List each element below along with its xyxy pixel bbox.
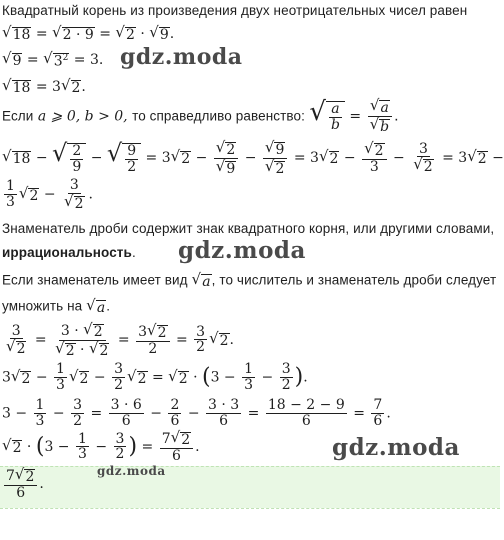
formula-long-expression-cont: $\frac{1}{3}$ √ 2 − 3 √ 2 .	[6, 177, 93, 212]
formula-root-18-result: √ 18 = 3 √ 2 .	[2, 76, 86, 96]
paragraph-denominator: Знаменатель дроби содержит знак квадратного корня, или другими словами,	[2, 221, 495, 236]
formula-rationalize: 3 √ 2 = 3 · √ 2 √ 2 · √ 2 = 3 √ 2 2 = $\frac{3}{2}$ √ 2 .	[6, 320, 234, 359]
paragraph-irrationality: иррациональность.	[2, 245, 136, 260]
paragraph-product-root: Квадратный корень из произведения двух неотрицательных чисел равен	[2, 3, 468, 18]
answer-bottom-border	[0, 508, 500, 509]
formula-root-9: √ 9 = √ $3^2$ = 3.	[2, 49, 104, 70]
watermark: gdz.moda	[120, 44, 243, 70]
formula-long-expression: √ 18 − √ $\frac{2}{9}$ − √ $\frac{9}{2}$ = 3 √ 2 − √ 2 √ 9 − √ 9 √ 2 = 3 √ 2 − √ 2 3 − 3 √ 2 = 3 √ 2 −	[2, 138, 504, 177]
watermark: gdz.moda	[97, 464, 166, 478]
formula-final: √ 2 · (3 − $\frac{1}{3}$ − $\frac{3}{2}$ ) = 7 √ 2 6 .	[2, 428, 200, 464]
formula-factor: 3 √ 2 − $\frac{1}{3}$ √ 2 − $\frac{3}{2}$ √ 2 = √ 2 · (3 − $\frac{1}{3}$ − $\frac{3}{2}$ ).	[2, 361, 308, 393]
watermark: gdz.moda	[178, 237, 306, 264]
paragraph-multiply: умножить на √ a .	[2, 296, 111, 316]
paragraph-denominator-form: Если знаменатель имеет вид √ a , то числитель и знаменатель дроби следует	[2, 270, 497, 290]
answer-formula: 7 √ 2 6 .	[6, 465, 44, 501]
answer-top-border	[0, 466, 500, 467]
answer-highlight	[0, 466, 500, 508]
paragraph-quotient-rule: Если a ⩾ 0, b > 0, то справедливо равенство: √ $\frac{a}{b}$ = √ a √ b .	[2, 96, 399, 135]
formula-root-18: √ 18 = √ 2 · 9 = √ 2 · √ 9 .	[2, 23, 175, 43]
formula-common-denominator: 3 − $\frac{1}{3}$ − $\frac{3}{2}$ = $\frac{3 \cdot 6}{6}$ − $\frac{2}{6}$ − $\frac{3 \cdot 3}{6}$ = $\frac{18 - 2 - 9}{6}$ = $\frac{7}{6}$ .	[2, 397, 391, 429]
watermark: gdz.moda	[332, 434, 460, 461]
